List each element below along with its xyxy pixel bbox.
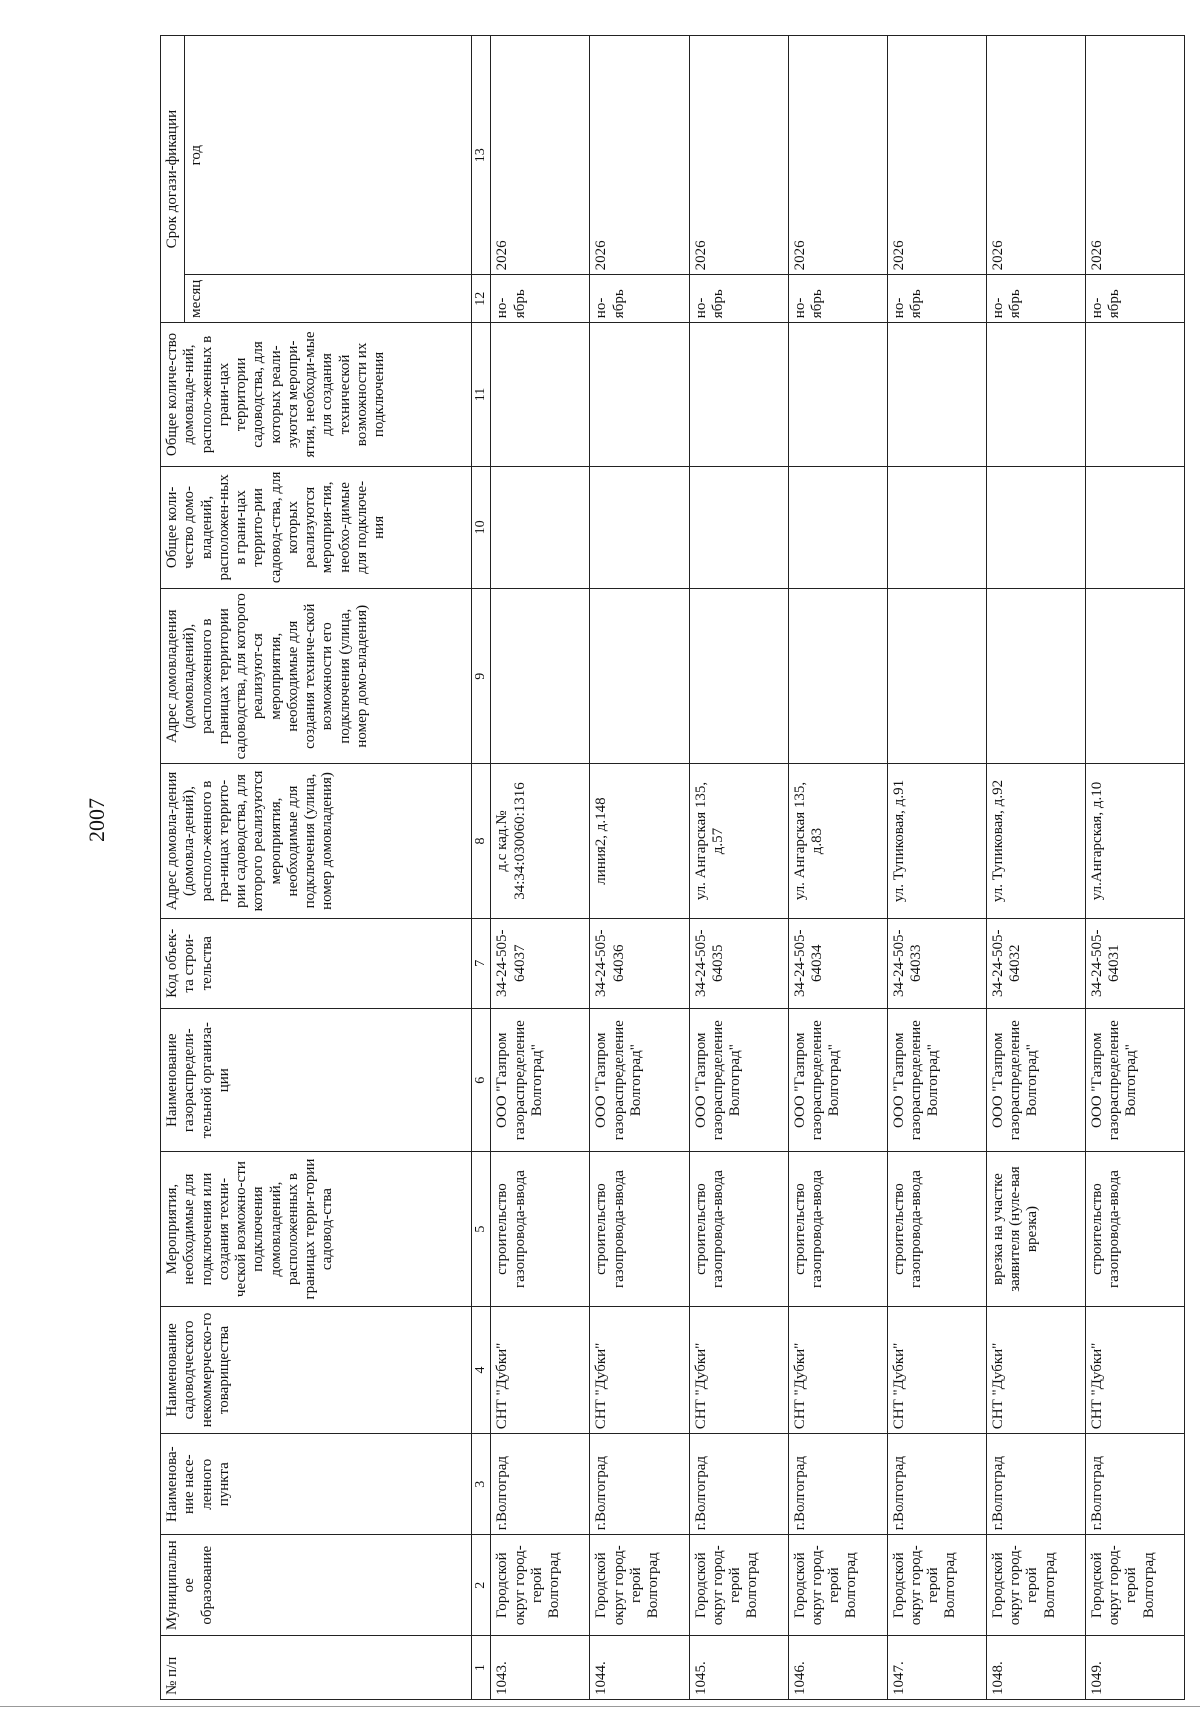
snt-name-cell: СНТ "Дубки" — [491, 1306, 590, 1434]
deadline-month-cell: но-ябрь — [887, 275, 986, 323]
deadline-month-cell: но-ябрь — [590, 275, 689, 323]
header-col-8: Адрес домовла-дения (домовла-дений), располо-женного в гра-ницах террито-рии садоводства, для которого реализуются мероприятия, необходимые для подключения (улица, номер домовладения) — [161, 764, 472, 918]
connection-count-cell — [887, 466, 986, 588]
column-number: 5 — [472, 1152, 491, 1306]
event-cell: врезка на участке заявителя (нуле-вая врезка) — [986, 1152, 1085, 1306]
municipality-cell: Городской округ город-герой Волгоград — [887, 1535, 986, 1636]
snt-name-cell: СНТ "Дубки" — [1085, 1306, 1184, 1434]
row-number: 1044. — [590, 1636, 689, 1700]
settlement-cell: г.Волгоград — [986, 1434, 1085, 1535]
object-code-cell: 34-24-505-64037 — [491, 918, 590, 1008]
connection-count-cell — [491, 466, 590, 588]
municipality-cell: Городской округ город-герой Волгоград — [1085, 1535, 1184, 1636]
deadline-month-cell: но-ябрь — [788, 275, 887, 323]
capability-address-cell — [1085, 589, 1184, 764]
event-cell: строительство газопровода-ввода — [788, 1152, 887, 1306]
row-number: 1045. — [689, 1636, 788, 1700]
event-cell: строительство газопровода-ввода — [491, 1152, 590, 1306]
header-col-6: Наименование газораспредели-тельной организа-ции — [161, 1008, 472, 1152]
snt-name-cell: СНТ "Дубки" — [689, 1306, 788, 1434]
deadline-year-cell: 2026 — [491, 36, 590, 275]
gas-org-cell: ООО "Газпром газораспределение Волгоград" — [788, 1008, 887, 1152]
connection-address-cell: линия2, д.148 — [590, 764, 689, 918]
settlement-cell: г.Волгоград — [491, 1434, 590, 1535]
row-number: 1046. — [788, 1636, 887, 1700]
gas-org-cell: ООО "Газпром газораспределение Волгоград" — [887, 1008, 986, 1152]
settlement-cell: г.Волгоград — [788, 1434, 887, 1535]
event-cell: строительство газопровода-ввода — [887, 1152, 986, 1306]
capability-address-cell — [590, 589, 689, 764]
column-number-row — [472, 36, 491, 1700]
row-number: 1047. — [887, 1636, 986, 1700]
capability-count-cell — [590, 323, 689, 467]
column-number: 10 — [472, 466, 491, 588]
connection-address-cell: ул. Ангарская 135, д.83 — [788, 764, 887, 918]
capability-count-cell — [689, 323, 788, 467]
gas-org-cell: ООО "Газпром газораспределение Волгоград" — [1085, 1008, 1184, 1152]
event-cell: строительство газопровода-ввода — [590, 1152, 689, 1306]
header-col-9: Адрес домовладения (домовладений), расположенного в границах территории садоводства, для которого реализуют-ся мероприятия, необходимые для создания техниче-ской возможности его подключения (улица, номер домо-владения) — [161, 589, 472, 764]
object-code-cell: 34-24-505-64033 — [887, 918, 986, 1008]
connection-address-cell: д.с кад.№ 34:34:030060:1316 — [491, 764, 590, 918]
event-cell: строительство газопровода-ввода — [689, 1152, 788, 1306]
connection-count-cell — [1085, 466, 1184, 588]
gas-org-cell: ООО "Газпром газораспределение Волгоград" — [689, 1008, 788, 1152]
capability-address-cell — [986, 589, 1085, 764]
column-number: 1 — [472, 1636, 491, 1700]
table-row — [986, 36, 1085, 1700]
gas-org-cell: ООО "Газпром газораспределение Волгоград" — [986, 1008, 1085, 1152]
table-row — [788, 36, 887, 1700]
column-number: 6 — [472, 1008, 491, 1152]
snt-name-cell: СНТ "Дубки" — [788, 1306, 887, 1434]
header-col-1: № п/п — [161, 1636, 472, 1700]
municipality-cell: Городской округ город-герой Волгоград — [590, 1535, 689, 1636]
municipality-cell: Городской округ город-герой Волгоград — [689, 1535, 788, 1636]
column-number: 9 — [472, 589, 491, 764]
municipality-cell: Городской округ город-герой Волгоград — [986, 1535, 1085, 1636]
table-row — [689, 36, 788, 1700]
column-number: 8 — [472, 764, 491, 918]
capability-address-cell — [887, 589, 986, 764]
deadline-month-cell: но-ябрь — [491, 275, 590, 323]
header-col-7: Код объек-та строи-тельства — [161, 918, 472, 1008]
object-code-cell: 34-24-505-64036 — [590, 918, 689, 1008]
table-container — [160, 35, 1185, 1700]
deadline-month-cell: но-ябрь — [1085, 275, 1184, 323]
column-number: 11 — [472, 323, 491, 467]
row-number: 1049. — [1085, 1636, 1184, 1700]
page-number: 2007 — [84, 798, 109, 842]
capability-count-cell — [1085, 323, 1184, 467]
deadline-year-cell: 2026 — [788, 36, 887, 275]
settlement-cell: г.Волгоград — [590, 1434, 689, 1535]
deadline-month-cell: но-ябрь — [986, 275, 1085, 323]
object-code-cell: 34-24-505-64035 — [689, 918, 788, 1008]
capability-count-cell — [788, 323, 887, 467]
header-col-11: Общее количе-ство домовладе-ний, располо-женных в грани-цах территории садоводства, для которых реали-зуются меропри-ятия, необходи-мые для создания технической возможности их подключения — [161, 323, 472, 467]
table-row — [1085, 36, 1184, 1700]
event-cell: строительство газопровода-ввода — [1085, 1152, 1184, 1306]
column-number: 12 — [472, 275, 491, 323]
settlement-cell: г.Волгоград — [887, 1434, 986, 1535]
connection-address-cell: ул. Тупиковая, д.91 — [887, 764, 986, 918]
object-code-cell: 34-24-505-64031 — [1085, 918, 1184, 1008]
connection-count-cell — [788, 466, 887, 588]
connection-address-cell: ул. Тупиковая, д.92 — [986, 764, 1085, 918]
gasification-table — [160, 35, 1185, 1700]
column-number: 4 — [472, 1306, 491, 1434]
settlement-cell: г.Волгоград — [1085, 1434, 1184, 1535]
deadline-year-cell: 2026 — [887, 36, 986, 275]
table-row — [491, 36, 590, 1700]
row-number: 1043. — [491, 1636, 590, 1700]
connection-address-cell: ул.Ангарская, д.10 — [1085, 764, 1184, 918]
capability-count-cell — [986, 323, 1085, 467]
row-number: 1048. — [986, 1636, 1085, 1700]
deadline-year-cell: 2026 — [590, 36, 689, 275]
snt-name-cell: СНТ "Дубки" — [590, 1306, 689, 1434]
capability-count-cell — [491, 323, 590, 467]
scan-edge-line — [0, 1706, 1200, 1707]
header-col-4: Наименование садоводческого некоммерческо-го товарищества — [161, 1306, 472, 1434]
municipality-cell: Городской округ город-герой Волгоград — [788, 1535, 887, 1636]
header-col-13: год — [185, 36, 472, 275]
table-row — [590, 36, 689, 1700]
gas-org-cell: ООО "Газпром газораспределение Волгоград" — [590, 1008, 689, 1152]
object-code-cell: 34-24-505-64032 — [986, 918, 1085, 1008]
capability-address-cell — [491, 589, 590, 764]
object-code-cell: 34-24-505-64034 — [788, 918, 887, 1008]
header-col-3: Наименова-ние насе-ленного пункта — [161, 1434, 472, 1535]
header-col-10: Общее коли-чество домо-владений, расположен-ных в грани-цах террито-рии садовод-ства, для которых реализуются мероприя-тия, необхо-димые для подключе-ния — [161, 466, 472, 588]
snt-name-cell: СНТ "Дубки" — [986, 1306, 1085, 1434]
header-col-12-group: Срок догази-фикации — [161, 36, 185, 323]
settlement-cell: г.Волгоград — [689, 1434, 788, 1535]
deadline-year-cell: 2026 — [689, 36, 788, 275]
snt-name-cell: СНТ "Дубки" — [887, 1306, 986, 1434]
column-number: 2 — [472, 1535, 491, 1636]
connection-count-cell — [986, 466, 1085, 588]
capability-count-cell — [887, 323, 986, 467]
header-row — [161, 36, 185, 1700]
connection-count-cell — [590, 466, 689, 588]
column-number: 3 — [472, 1434, 491, 1535]
header-col-5: Мероприятия, необходимые для подключения или создания техни-ческой возможно-сти подключения домовладений, расположенных в границах терри-тории садовод-ства — [161, 1152, 472, 1306]
deadline-year-cell: 2026 — [1085, 36, 1184, 275]
column-number: 13 — [472, 36, 491, 275]
municipality-cell: Городской округ город-герой Волгоград — [491, 1535, 590, 1636]
deadline-year-cell: 2026 — [986, 36, 1085, 275]
header-col-2: Муниципальное образование — [161, 1535, 472, 1636]
capability-address-cell — [788, 589, 887, 764]
table-row — [887, 36, 986, 1700]
connection-count-cell — [689, 466, 788, 588]
column-number: 7 — [472, 918, 491, 1008]
header-col-12: месяц — [185, 275, 472, 323]
table-body — [491, 36, 1185, 1700]
gas-org-cell: ООО "Газпром газораспределение Волгоград" — [491, 1008, 590, 1152]
deadline-month-cell: но-ябрь — [689, 275, 788, 323]
connection-address-cell: ул. Ангарская 135, д.57 — [689, 764, 788, 918]
capability-address-cell — [689, 589, 788, 764]
